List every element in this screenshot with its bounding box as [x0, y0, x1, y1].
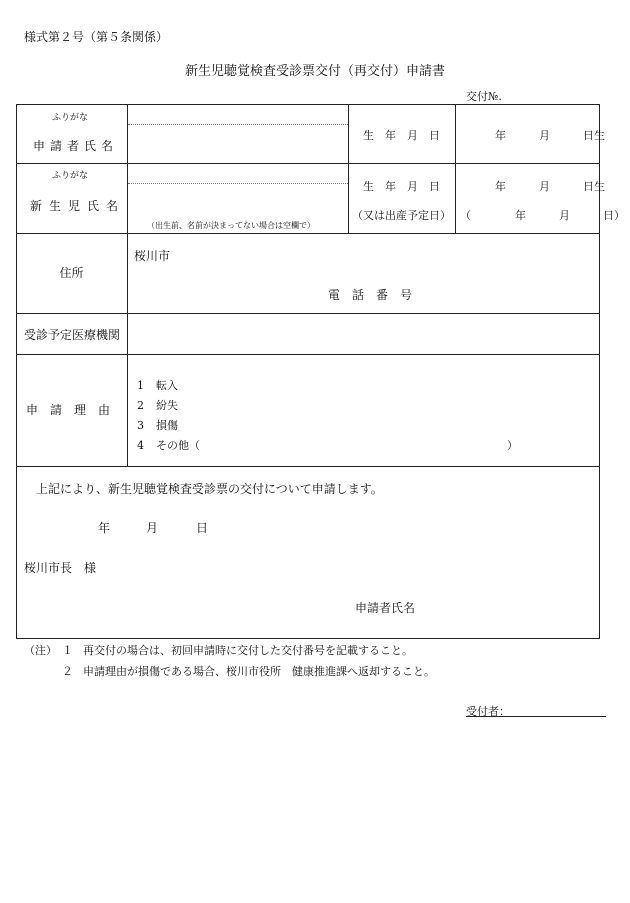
applicant-furigana-label: ふりがな	[52, 113, 89, 123]
form-number: 様式第２号（第５条関係）	[24, 30, 169, 44]
reason-other-close: ）	[507, 439, 518, 452]
newborn-furigana-label: ふりがな	[52, 171, 89, 181]
notes-prefix: （注）	[24, 644, 57, 657]
issue-number-label: 交付№.	[466, 90, 502, 103]
address-city: 桜川市	[134, 249, 171, 263]
newborn-birthdate-label: 生 年 月 日	[363, 180, 440, 193]
newborn-name-label: 新生児氏名	[30, 199, 126, 213]
newborn-name-note: （出生前、名前が決まってない場合は空欄で）	[147, 221, 315, 230]
reason-option-1	[137, 377, 178, 393]
reason-option-text: 損傷	[156, 419, 178, 432]
receipt-label: 受付者：	[466, 705, 510, 718]
newborn-due-label: （又は出産予定日）	[352, 209, 451, 222]
applicant-birthdate-value: 年 月 日生	[495, 129, 605, 142]
reason-option-text: 紛失	[156, 399, 178, 412]
note-text: 申請理由が損傷である場合、桜川市役所 健康推進課へ返却すること。	[83, 665, 435, 678]
page-title: 新生児聴覚検査受診票交付（再交付）申請書	[184, 64, 445, 79]
phone-label: 電 話 番 号	[328, 288, 413, 302]
reason-option-number: 2	[137, 399, 144, 412]
declaration-statement: 上記により、新生児聴覚検査受診票の交付について申請します。	[36, 482, 383, 496]
reason-option-number: 3	[137, 419, 144, 432]
reason-option-2	[137, 397, 178, 413]
note-text: 再交付の場合は、初回申請時に交付した交付番号を記載すること。	[83, 644, 413, 657]
note-number: １	[62, 644, 73, 657]
applicant-name-label: 申請者氏名	[33, 139, 119, 153]
note-1	[62, 642, 413, 658]
applicant-birthdate-label: 生 年 月 日	[363, 129, 440, 142]
reason-option-text: 転入	[156, 379, 178, 392]
note-2	[62, 663, 435, 679]
reason-option-number: 1	[137, 379, 144, 392]
reason-label: 申 請 理 由	[26, 403, 111, 417]
newborn-due-value: （ 年 月 日）	[460, 209, 625, 222]
reason-option-text: その他（	[156, 439, 200, 452]
note-number: ２	[62, 665, 73, 678]
date-month-label: 月	[146, 521, 159, 535]
reason-option-4	[137, 437, 200, 453]
address-label: 住所	[59, 266, 84, 280]
addressee: 桜川市長 様	[24, 561, 97, 575]
date-day-label: 日	[196, 521, 209, 535]
newborn-birthdate-value: 年 月 日生	[495, 180, 605, 193]
reason-option-3	[137, 417, 178, 433]
clinic-label: 受診予定医療機関	[24, 328, 121, 342]
date-year-label: 年	[98, 521, 111, 535]
reason-option-number: 4	[137, 439, 144, 452]
signer-name-label: 申請者氏名	[355, 601, 416, 615]
receipt-signature-line	[466, 716, 606, 717]
